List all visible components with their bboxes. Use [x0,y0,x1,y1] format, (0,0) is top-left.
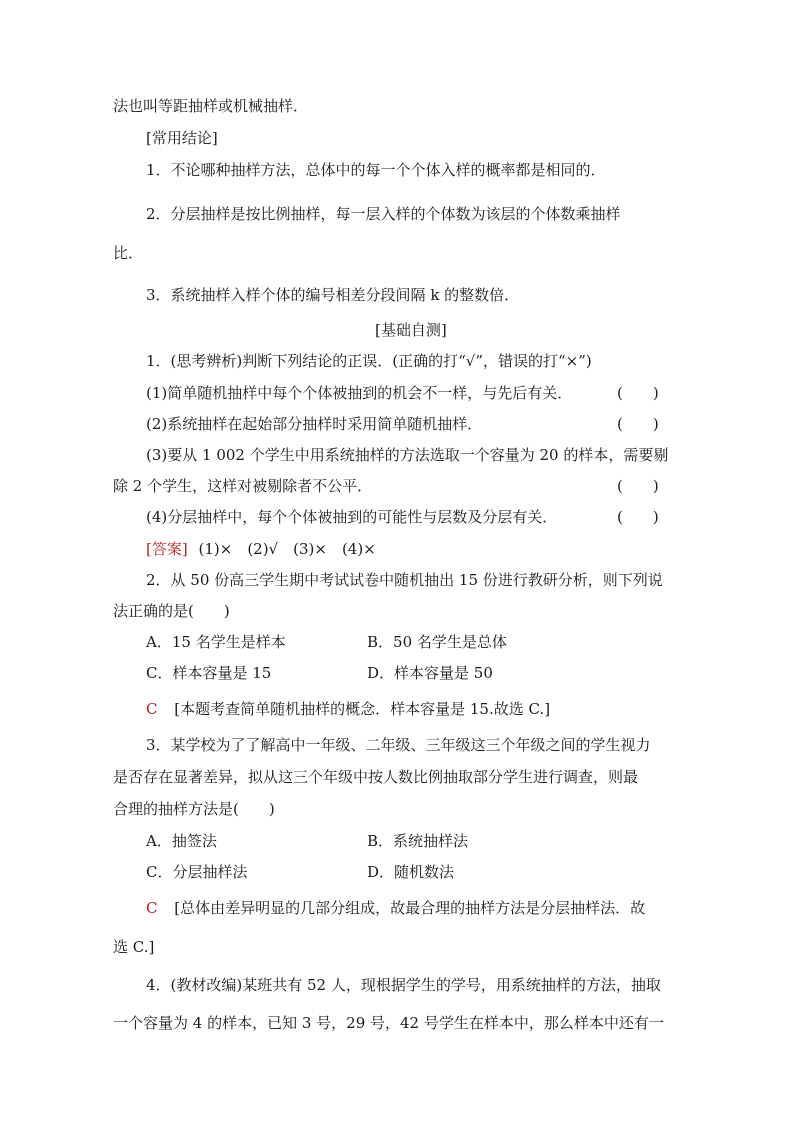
option-c: C．样本容量是 15 [146,664,272,682]
answer-key: C [146,899,158,917]
answer-values: (1)× (2)√ (3)× (4)× [198,540,376,558]
answer-blank: ( ) [617,477,659,495]
question-2-line-2: 法正确的是( ) [113,602,230,620]
question-1-item-3-line-1: (3)要从 1 002 个学生中用系统抽样的方法选取一个容量为 20 的样本，需要剔 [146,446,669,464]
question-2-solution [146,699,550,719]
question-3-line-2: 是否存在显著差异，拟从这三个年级中按人数比例抽取部分学生进行调查，则最 [113,768,639,786]
conclusion-2-line-2: 比． [113,244,144,262]
section-title: [基础自测] [375,321,447,339]
answer-label: [答案] [146,540,188,558]
answer-key: C [146,700,158,718]
option-a: A．抽签法 [146,832,217,850]
answer-blank: ( ) [617,508,659,526]
option-c: C．分层抽样法 [146,863,248,881]
question-3-solution-line-1 [146,898,645,918]
solution-text: [总体由差异明显的几部分组成，故最合理的抽样方法是分层抽样法．故 [174,899,646,917]
option-b: B．50 名学生是总体 [367,633,507,651]
question-4-line-2: 一个容量为 4 的样本，已知 3 号，29 号，42 号学生在样本中，那么样本中还有一 [113,1014,664,1032]
option-b: B．系统抽样法 [367,832,469,850]
question-1-item-3-line-2: 除 2 个学生，这样对被剔除者不公平． [113,477,373,495]
question-3-line-3: 合理的抽样方法是( ) [113,800,275,818]
question-4-line-1: 4．(教材改编)某班共有 52 人，现根据学生的学号，用系统抽样的方法，抽取 [146,976,661,994]
question-1-item-1: (1)简单随机抽样中每个个体被抽到的机会不一样，与先后有关． [146,384,573,402]
answer-blank: ( ) [617,384,659,402]
text-line: 法也叫等距抽样或机械抽样． [113,97,309,115]
question-2-line-1: 2．从 50 份高三学生期中考试试卷中随机抽出 15 份进行教研分析，则下列说 [146,571,663,589]
conclusion-3: 3．系统抽样入样个体的编号相差分段间隔 k 的整数倍． [146,286,520,304]
question-1: 1．(思考辨析)判断下列结论的正误．(正确的打“√”，错误的打“×”) [146,352,592,370]
answer-line [146,539,376,559]
option-d: D．样本容量是 50 [367,664,493,682]
option-a: A．15 名学生是样本 [146,633,286,651]
solution-text: [本题考查简单随机抽样的概念．样本容量是 15.故选 C.] [174,700,551,718]
question-3-line-1: 3．某学校为了了解高中一年级、二年级、三年级这三个年级之间的学生视力 [146,736,651,754]
question-1-item-4: (4)分层抽样中，每个个体被抽到的可能性与层数及分层有关． [146,508,558,526]
conclusion-2-line-1: 2．分层抽样是按比例抽样，每一层入样的个体数为该层的个体数乘抽样 [146,205,621,223]
option-d: D．随机数法 [367,863,455,881]
conclusion-1: 1．不论哪种抽样方法，总体中的每一个个体入样的概率都是相同的． [146,161,606,179]
answer-blank: ( ) [617,415,659,433]
question-3-solution-line-2: 选 C.] [113,938,155,956]
question-1-item-2: (2)系统抽样在起始部分抽样时采用简单随机抽样． [146,415,483,433]
common-conclusion-title: [常用结论] [146,129,218,147]
